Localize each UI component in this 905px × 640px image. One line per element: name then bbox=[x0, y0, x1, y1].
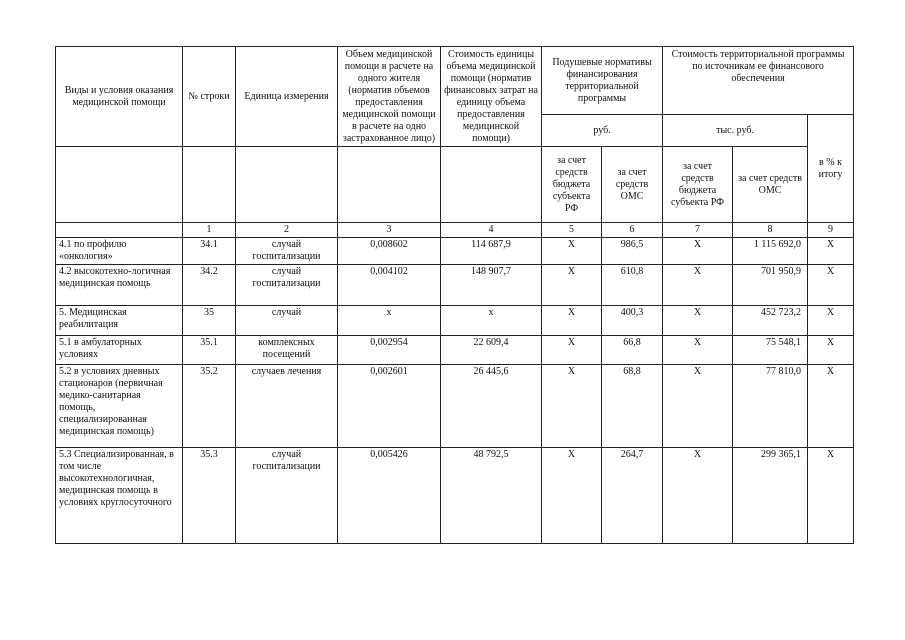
unit-cell: случай госпитализации bbox=[236, 448, 338, 544]
oms-rub-cell: 68,8 bbox=[602, 365, 663, 448]
oms-rub-cell: 400,3 bbox=[602, 306, 663, 336]
care-type-cell: 5. Медицинская реабилитация bbox=[56, 306, 183, 336]
cost-cell: х bbox=[441, 306, 542, 336]
volume-cell: х bbox=[338, 306, 441, 336]
volume-cell: 0,005426 bbox=[338, 448, 441, 544]
cost-cell: 148 907,7 bbox=[441, 265, 542, 306]
table-row bbox=[56, 448, 854, 544]
oms-thousand-cell: 75 548,1 bbox=[733, 336, 808, 365]
header-volume: Объем медицинской помощи в расчете на одного жителя (норматив объемов предоставления медицинской помощи в расчете на одно застрахованное лицо) bbox=[338, 47, 441, 147]
table-header bbox=[56, 47, 854, 223]
table-row bbox=[56, 336, 854, 365]
column-number: 9 bbox=[808, 223, 854, 238]
header-budget-rub: за счет средств бюджета субъекта РФ bbox=[542, 147, 602, 223]
column-number: 4 bbox=[441, 223, 542, 238]
care-type-cell: 5.3 Специализированная, в том числе высокотехнологичная, медицинская помощь в условиях круглосуточного bbox=[56, 448, 183, 544]
header-thousand-rub: тыс. руб. bbox=[663, 115, 808, 147]
budget-rub-cell: X bbox=[542, 265, 602, 306]
volume-cell: 0,008602 bbox=[338, 238, 441, 265]
budget-rub-cell: X bbox=[542, 238, 602, 265]
table-row bbox=[56, 238, 854, 265]
care-type-cell: 5.1 в амбулаторных условиях bbox=[56, 336, 183, 365]
table-body bbox=[56, 223, 854, 544]
table-row bbox=[56, 265, 854, 306]
header-types: Виды и условия оказания медицинской помощи bbox=[56, 47, 183, 147]
budget-thousand-cell: X bbox=[663, 448, 733, 544]
budget-thousand-cell: X bbox=[663, 336, 733, 365]
header-percent: в % к итогу bbox=[808, 115, 854, 223]
percent-cell: X bbox=[808, 265, 854, 306]
header-oms-thousand: за счет средств ОМС bbox=[733, 147, 808, 223]
oms-thousand-cell: 701 950,9 bbox=[733, 265, 808, 306]
percent-cell: X bbox=[808, 306, 854, 336]
header-budget-thousand: за счет средств бюджета субъекта РФ bbox=[663, 147, 733, 223]
header-oms-rub: за счет средств ОМС bbox=[602, 147, 663, 223]
budget-thousand-cell: X bbox=[663, 265, 733, 306]
unit-cell: комплексных посещений bbox=[236, 336, 338, 365]
row-number-cell: 35.1 bbox=[183, 336, 236, 365]
header-rub: руб. bbox=[542, 115, 663, 147]
budget-rub-cell: X bbox=[542, 336, 602, 365]
oms-rub-cell: 66,8 bbox=[602, 336, 663, 365]
budget-rub-cell: X bbox=[542, 306, 602, 336]
column-number bbox=[56, 223, 183, 238]
care-type-cell: 4.1 по профилю «онкология» bbox=[56, 238, 183, 265]
header-unit: Единица измерения bbox=[236, 47, 338, 147]
volume-cell: 0,002601 bbox=[338, 365, 441, 448]
table-row bbox=[56, 306, 854, 336]
row-number-cell: 35.2 bbox=[183, 365, 236, 448]
unit-cell: случаев лечения bbox=[236, 365, 338, 448]
header-program-cost: Стоимость территориальной программы по источникам ее финансового обеспечения bbox=[663, 47, 854, 115]
volume-cell: 0,002954 bbox=[338, 336, 441, 365]
column-number: 7 bbox=[663, 223, 733, 238]
column-number: 6 bbox=[602, 223, 663, 238]
column-number: 2 bbox=[236, 223, 338, 238]
oms-thousand-cell: 77 810,0 bbox=[733, 365, 808, 448]
budget-thousand-cell: X bbox=[663, 365, 733, 448]
header-unit-cost: Стоимость единицы объема медицинской помощи (норматив финансовых затрат на единицу объема предоставления медицинской помощи) bbox=[441, 47, 542, 147]
oms-rub-cell: 986,5 bbox=[602, 238, 663, 265]
column-number-row bbox=[56, 223, 854, 238]
row-number-cell: 35.3 bbox=[183, 448, 236, 544]
budget-thousand-cell: X bbox=[663, 306, 733, 336]
oms-thousand-cell: 452 723,2 bbox=[733, 306, 808, 336]
percent-cell: X bbox=[808, 336, 854, 365]
header-per-capita: Подушевые нормативы финансирования территориальной программы bbox=[542, 47, 663, 115]
unit-cell: случай госпитализации bbox=[236, 265, 338, 306]
unit-cell: случай госпитализации bbox=[236, 238, 338, 265]
column-number: 8 bbox=[733, 223, 808, 238]
volume-cell: 0,004102 bbox=[338, 265, 441, 306]
row-number-cell: 35 bbox=[183, 306, 236, 336]
oms-rub-cell: 610,8 bbox=[602, 265, 663, 306]
table-row bbox=[56, 365, 854, 448]
care-type-cell: 5.2 в условиях дневных стационаров (первичная медико-санитарная помощь, специализированная медицинская помощь) bbox=[56, 365, 183, 448]
unit-cell: случай bbox=[236, 306, 338, 336]
cost-cell: 26 445,6 bbox=[441, 365, 542, 448]
budget-rub-cell: X bbox=[542, 365, 602, 448]
oms-thousand-cell: 1 115 692,0 bbox=[733, 238, 808, 265]
cost-cell: 22 609,4 bbox=[441, 336, 542, 365]
column-number: 1 bbox=[183, 223, 236, 238]
percent-cell: X bbox=[808, 238, 854, 265]
column-number: 3 bbox=[338, 223, 441, 238]
medical-care-cost-table bbox=[55, 46, 854, 544]
budget-rub-cell: X bbox=[542, 448, 602, 544]
budget-thousand-cell: X bbox=[663, 238, 733, 265]
column-number: 5 bbox=[542, 223, 602, 238]
percent-cell: X bbox=[808, 365, 854, 448]
oms-rub-cell: 264,7 bbox=[602, 448, 663, 544]
percent-cell: X bbox=[808, 448, 854, 544]
cost-cell: 114 687,9 bbox=[441, 238, 542, 265]
row-number-cell: 34.2 bbox=[183, 265, 236, 306]
oms-thousand-cell: 299 365,1 bbox=[733, 448, 808, 544]
cost-cell: 48 792,5 bbox=[441, 448, 542, 544]
care-type-cell: 4.2 высокотехно-логичная медицинская помощь bbox=[56, 265, 183, 306]
header-row-number: № строки bbox=[183, 47, 236, 147]
row-number-cell: 34.1 bbox=[183, 238, 236, 265]
